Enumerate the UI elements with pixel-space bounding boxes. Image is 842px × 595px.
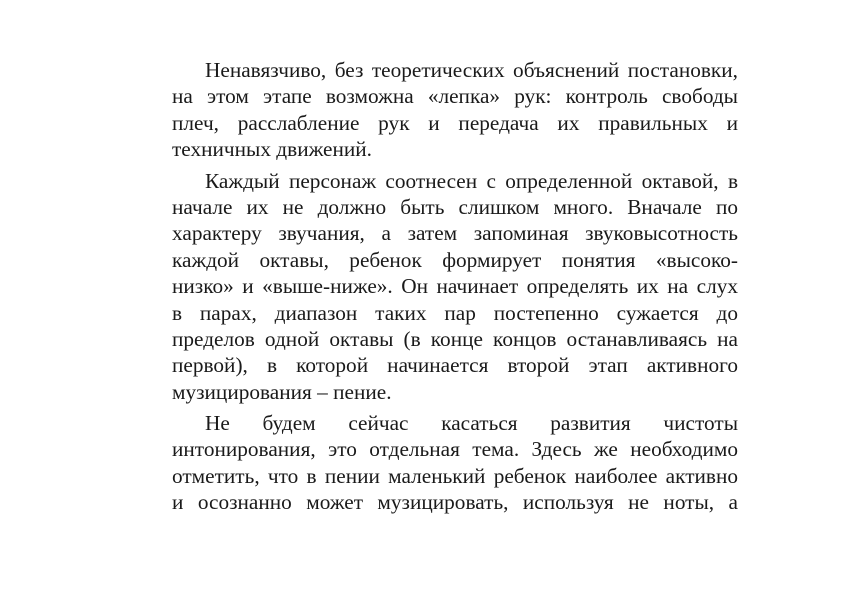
text-line: начале их не должно быть слишком много. Вначале по [172,194,738,219]
text-line: музицирования – пение. [172,379,392,404]
text-line: низко» и «выше-ниже». Он начинает определять их на слух [172,274,738,299]
text-line: плеч, расслабление рук и передача их правильных и [172,110,738,135]
paragraph-2 [172,168,738,406]
paragraph-3 [172,410,738,516]
text-line: характеру звучания, а затем запоминая звуковысотность [172,221,738,246]
text-line: в парах, диапазон таких пар постепенно сужается до [172,300,738,325]
text-line: Ненавязчиво, без теоретических объяснений постановки, [205,58,738,82]
body-text [172,57,738,521]
paragraph-1 [172,57,738,163]
text-line: пределов одной октавы (в конце концов останавливаясь на [172,326,738,351]
text-line: каждой октавы, ребенок формирует понятия «высоко- [172,247,738,272]
text-line: техничных движений. [172,137,373,162]
text-line: интонирования, это отдельная тема. Здесь же необходимо [172,437,738,462]
text-line: на этом этапе возможна «лепка» рук: контроль свободы [172,84,738,109]
text-line: Не будем сейчас касаться развития чистоты [205,411,738,436]
text-line: отметить, что в пении маленький ребенок наиболее активно [172,463,738,488]
text-line: и осознанно может музицировать, используя не ноты, а [172,490,738,515]
text-line: первой), в которой начинается второй этап активного [172,353,738,378]
text-line: Каждый персонаж соотнесен с определенной октавой, в [205,168,738,193]
